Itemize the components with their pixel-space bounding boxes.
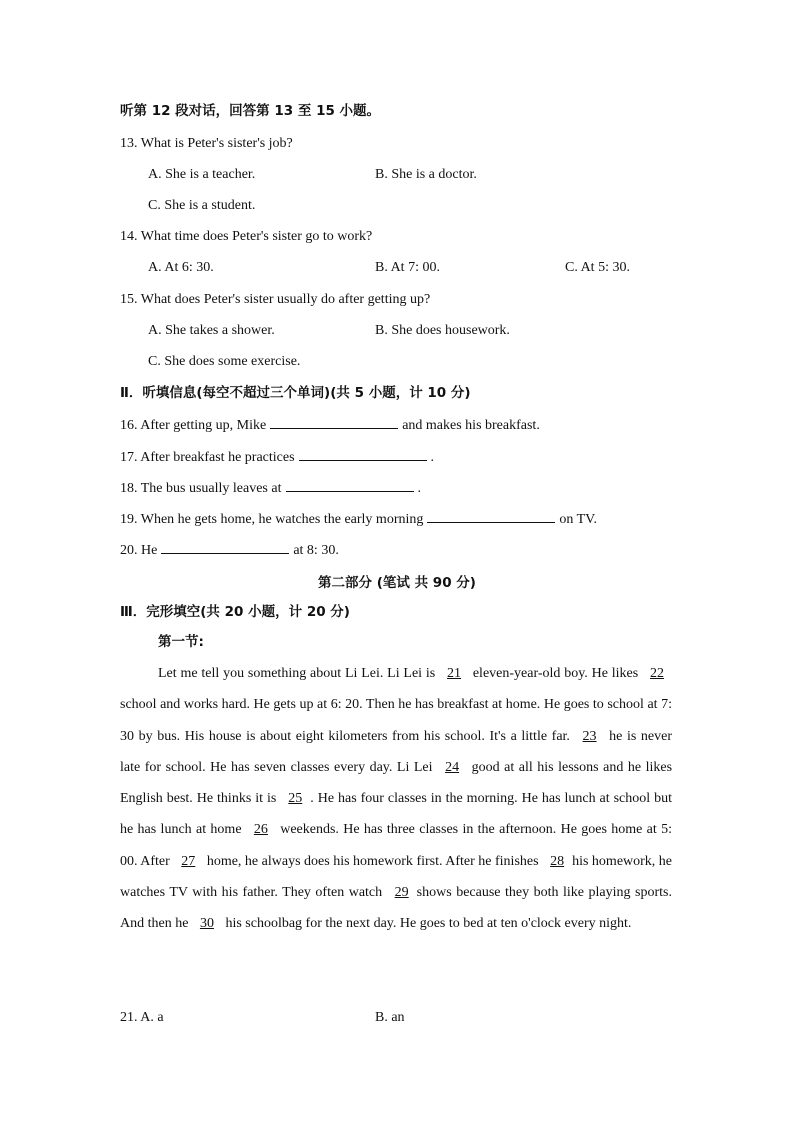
- q13-stem: 13. What is Peter's sister's job?: [120, 136, 293, 151]
- passage-text: his schoolbag for the next day. He goes to bed at ten o'clock every night.: [225, 916, 632, 932]
- blank-29[interactable]: 29: [394, 885, 409, 901]
- part3-title: Ⅲ．完形填空(共 20 小题，计 20 分): [120, 604, 350, 620]
- q14-option-a[interactable]: A. At 6: 30.: [148, 260, 214, 275]
- blank-21[interactable]: 21: [447, 666, 462, 681]
- blank-22[interactable]: 22: [650, 666, 664, 681]
- cloze-passage: [120, 658, 672, 940]
- q13-option-a[interactable]: A. She is a teacher.: [148, 167, 256, 182]
- passage-text: shows because they both like playing sports. And then he: [120, 885, 672, 932]
- q14-option-c[interactable]: C. At 5: 30.: [565, 260, 630, 275]
- q14-stem: 14. What time does Peter's sister go to work?: [120, 229, 373, 244]
- q15-option-b[interactable]: B. She does housework.: [375, 323, 510, 338]
- blank-25[interactable]: 25: [288, 791, 303, 807]
- passage-text: eleven-year-old boy. He likes: [472, 666, 639, 681]
- subsection-title: 第一节:: [158, 634, 204, 650]
- q17-pre: 17. After breakfast he practices: [120, 450, 295, 465]
- q18-post: .: [417, 481, 421, 496]
- q14-option-b[interactable]: B. At 7: 00.: [375, 260, 440, 275]
- q20-post: at 8: 30.: [293, 543, 339, 558]
- written-part-title: 第二部分 (笔试 共 90 分): [318, 575, 476, 591]
- passage-text: good at all his lessons and he likes English best. He thinks it is: [120, 759, 673, 807]
- section-intro: 听第 12 段对话，回答第 13 至 15 小题。: [120, 103, 381, 119]
- q16-blank[interactable]: [270, 415, 398, 429]
- blank-28[interactable]: 28: [550, 853, 565, 869]
- q20-blank[interactable]: [161, 540, 289, 554]
- q15-option-c[interactable]: C. She does some exercise.: [148, 354, 301, 369]
- q19-pre: 19. When he gets home, he watches the early morning: [120, 512, 424, 527]
- passage-text: school and works hard. He gets up at 6: 20. Then he has breakfast at home. He goes to school at 7: 30 by bus. His house is about eight kilometers from his school. It's a little far.: [120, 697, 672, 744]
- passage-text: weekends. He has three classes in the afternoon. He goes home at 5: 00. After: [120, 822, 673, 869]
- blank-27[interactable]: 27: [181, 853, 196, 869]
- q21-option-a[interactable]: 21. A. a: [120, 1010, 164, 1025]
- q15-stem: 15. What does Peter's sister usually do after getting up?: [120, 292, 431, 307]
- q16: [120, 415, 540, 435]
- q15-option-a[interactable]: A. She takes a shower.: [148, 323, 275, 338]
- q19-blank[interactable]: [427, 509, 555, 523]
- q19-post: on TV.: [559, 512, 597, 527]
- q17: [120, 447, 434, 467]
- q18-blank[interactable]: [286, 478, 414, 492]
- q18: [120, 478, 421, 498]
- blank-30[interactable]: 30: [199, 916, 214, 932]
- blank-23[interactable]: 23: [582, 728, 597, 744]
- part2-title: Ⅱ．听填信息(每空不超过三个单词)(共 5 小题，计 10 分): [120, 385, 471, 401]
- q21-option-b[interactable]: B. an: [375, 1010, 405, 1025]
- passage-text: his homework, he watches TV with his father. They often watch: [120, 853, 673, 901]
- passage-text: Let me tell you something about Li Lei. Li Lei is: [158, 666, 436, 681]
- q20: [120, 540, 339, 560]
- q18-pre: 18. The bus usually leaves at: [120, 481, 282, 496]
- q19: [120, 509, 597, 529]
- passage-text: he is never late for school. He has seven classes every day. Li Lei: [120, 728, 673, 775]
- q13-option-c[interactable]: C. She is a student.: [148, 198, 256, 213]
- passage-text: . He has four classes in the morning. He has lunch at school but he has lunch at home: [120, 791, 673, 838]
- passage-text: home, he always does his homework first. After he finishes: [206, 853, 539, 869]
- q17-blank[interactable]: [299, 447, 427, 461]
- q13-option-b[interactable]: B. She is a doctor.: [375, 167, 477, 182]
- q17-post: .: [430, 450, 435, 465]
- blank-26[interactable]: 26: [253, 822, 268, 838]
- blank-24[interactable]: 24: [445, 759, 460, 775]
- q20-pre: 20. He: [120, 543, 158, 558]
- q16-pre: 16. After getting up, Mike: [120, 418, 267, 433]
- q16-post: and makes his breakfast.: [402, 418, 540, 433]
